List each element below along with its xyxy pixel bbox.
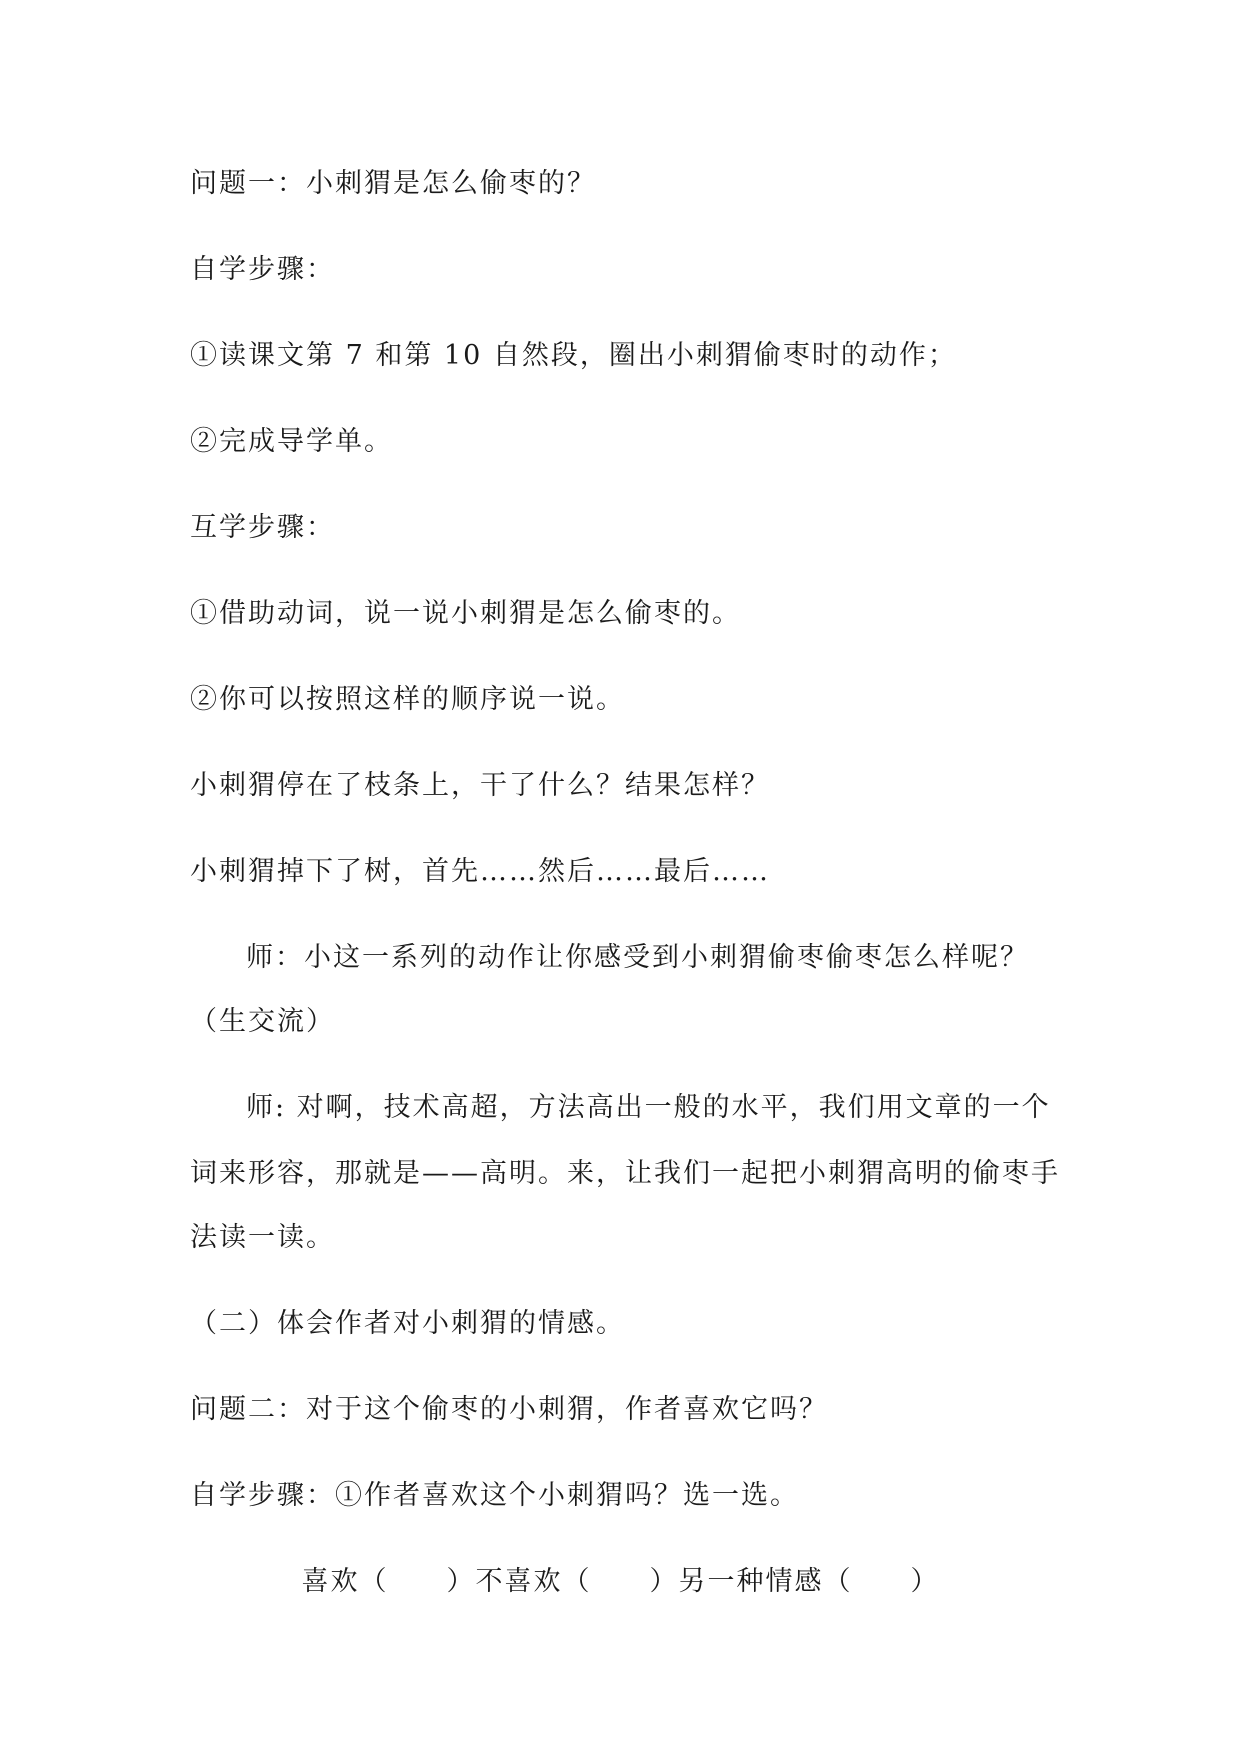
mutual-study-step-2: ②你可以按照这样的顺序说一说。 — [190, 684, 625, 715]
teacher-remark-line-3: 法读一读。 — [190, 1222, 335, 1253]
student-exchange: （生交流） — [190, 1006, 335, 1037]
self-study-step-2: ②完成导学单。 — [190, 426, 393, 457]
self-study-question-two: 自学步骤：①作者喜欢这个小刺猬吗？选一选。 — [190, 1480, 799, 1511]
prompt-sentence-2: 小刺猬掉下了树，首先……然后……最后…… — [190, 856, 770, 887]
self-study-step-1: ①读课文第 7 和第 10 自然段，圈出小刺猬偷枣时的动作； — [190, 340, 957, 371]
prompt-sentence-1: 小刺猬停在了枝条上，干了什么？结果怎样？ — [190, 770, 770, 801]
teacher-remark-line-2: 词来形容，那就是——高明。来，让我们一起把小刺猬高明的偷枣手 — [190, 1158, 1060, 1189]
section-two-heading: （二）体会作者对小刺猬的情感。 — [190, 1308, 625, 1339]
question-one: 问题一：小刺猬是怎么偷枣的？ — [190, 168, 596, 199]
question-two: 问题二：对于这个偷枣的小刺猬，作者喜欢它吗？ — [190, 1394, 828, 1425]
teacher-remark-line-1: 师: 对啊，技术高超，方法高出一般的水平，我们用文章的一个 — [246, 1092, 1051, 1123]
teacher-question: 师：小这一系列的动作让你感受到小刺猬偷枣偷枣怎么样呢？ — [246, 942, 1029, 973]
mutual-study-heading: 互学步骤： — [190, 512, 335, 543]
choice-options: 喜欢（ ）不喜欢（ ）另一种情感（ ） — [301, 1566, 940, 1597]
mutual-study-step-1: ①借助动词，说一说小刺猬是怎么偷枣的。 — [190, 598, 741, 629]
self-study-heading: 自学步骤： — [190, 254, 335, 285]
